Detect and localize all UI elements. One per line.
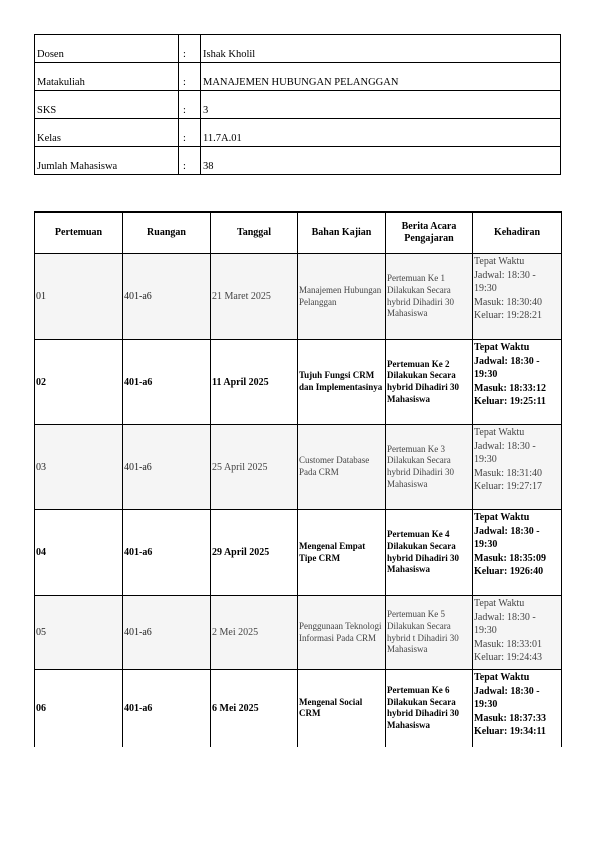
attendance-keluar: Keluar: 19:27:17 <box>474 481 543 492</box>
cell-berita-acara: Pertemuan Ke 2 Dilakukan Secara hybrid Dihadiri 30 Mahasiswa <box>386 340 473 425</box>
cell-bahan-kajian: Penggunaan Teknologi Informasi Pada CRM <box>298 596 386 670</box>
cell-ruangan: 401-a6 <box>123 510 211 596</box>
table-row <box>35 670 562 747</box>
attendance-status: Tepat Waktu <box>474 672 530 683</box>
info-value: MANAJEMEN HUBUNGAN PELANGGAN <box>201 63 561 91</box>
attendance-keluar: Keluar: 19:28:21 <box>474 310 543 321</box>
attendance-keluar: Keluar: 19:24:43 <box>474 652 543 663</box>
table-row <box>35 425 562 510</box>
info-label: Kelas <box>35 119 179 147</box>
cell-tanggal: 25 April 2025 <box>211 425 298 510</box>
info-value: 3 <box>201 91 561 119</box>
info-row-dosen <box>35 35 561 63</box>
table-row <box>35 254 562 340</box>
attendance-jadwal: Jadwal: 18:30 - 19:30 <box>474 269 536 294</box>
cell-tanggal: 21 Maret 2025 <box>211 254 298 340</box>
cell-pertemuan: 01 <box>35 254 123 340</box>
table-row <box>35 596 562 670</box>
attendance-masuk: Masuk: 18:33:12 <box>474 382 546 394</box>
info-row-jumlah-mahasiswa <box>35 147 561 175</box>
course-info-table <box>34 34 561 175</box>
info-separator: : <box>179 91 201 119</box>
attendance-masuk: Masuk: 18:35:09 <box>474 552 546 564</box>
info-row-sks <box>35 91 561 119</box>
attendance-jadwal: Jadwal: 18:30 - 19:30 <box>474 355 540 380</box>
cell-berita-acara: Pertemuan Ke 6 Dilakukan Secara hybrid Dihadiri 30 Mahasiswa <box>386 670 473 747</box>
cell-kehadiran <box>473 510 562 596</box>
cell-bahan-kajian: Mengenal Social CRM <box>298 670 386 747</box>
cell-tanggal: 2 Mei 2025 <box>211 596 298 670</box>
header-tanggal: Tanggal <box>211 212 298 254</box>
cell-berita-acara: Pertemuan Ke 4 Dilakukan Secara hybrid Dihadiri 30 Mahasiswa <box>386 510 473 596</box>
attendance-keluar: Keluar: 1926:40 <box>474 566 544 577</box>
cell-berita-acara: Pertemuan Ke 5 Dilakukan Secara hybrid t Dihadiri 30 Mahasiswa <box>386 596 473 670</box>
cell-bahan-kajian: Tujuh Fungsi CRM dan Implementasinya <box>298 340 386 425</box>
table-row <box>35 510 562 596</box>
cell-kehadiran <box>473 670 562 747</box>
cell-pertemuan: 04 <box>35 510 123 596</box>
cell-kehadiran <box>473 254 562 340</box>
cell-ruangan: 401-a6 <box>123 425 211 510</box>
info-label: Jumlah Mahasiswa <box>35 147 179 175</box>
attendance-status: Tepat Waktu <box>474 512 530 523</box>
info-label: SKS <box>35 91 179 119</box>
cell-bahan-kajian: Customer Database Pada CRM <box>298 425 386 510</box>
cell-tanggal: 6 Mei 2025 <box>211 670 298 747</box>
info-value: 11.7A.01 <box>201 119 561 147</box>
attendance-keluar: Keluar: 19:25:11 <box>474 396 546 407</box>
attendance-status: Tepat Waktu <box>474 342 530 353</box>
cell-kehadiran <box>473 596 562 670</box>
attendance-status: Tepat Waktu <box>474 598 525 609</box>
attendance-table <box>34 211 562 747</box>
info-separator: : <box>179 147 201 175</box>
cell-kehadiran <box>473 340 562 425</box>
cell-pertemuan: 03 <box>35 425 123 510</box>
attendance-masuk: Masuk: 18:30:40 <box>474 296 543 308</box>
cell-ruangan: 401-a6 <box>123 670 211 747</box>
cell-tanggal: 11 April 2025 <box>211 340 298 425</box>
info-row-kelas <box>35 119 561 147</box>
info-row-matakuliah <box>35 63 561 91</box>
cell-berita-acara: Pertemuan Ke 3 Dilakukan Secara hybrid Dihadiri 30 Mahasiswa <box>386 425 473 510</box>
attendance-status: Tepat Waktu <box>474 427 525 438</box>
attendance-masuk: Masuk: 18:37:33 <box>474 712 546 724</box>
cell-kehadiran <box>473 425 562 510</box>
attendance-status: Tepat Waktu <box>474 256 525 267</box>
attendance-keluar: Keluar: 19:34:11 <box>474 726 546 737</box>
info-value: 38 <box>201 147 561 175</box>
attendance-jadwal: Jadwal: 18:30 - 19:30 <box>474 440 536 465</box>
cell-ruangan: 401-a6 <box>123 340 211 425</box>
attendance-masuk: Masuk: 18:31:40 <box>474 467 543 479</box>
cell-pertemuan: 06 <box>35 670 123 747</box>
info-label: Matakuliah <box>35 63 179 91</box>
header-kehadiran: Kehadiran <box>473 212 562 254</box>
header-pertemuan: Pertemuan <box>35 212 123 254</box>
cell-berita-acara: Pertemuan Ke 1 Dilakukan Secara hybrid Dihadiri 30 Mahasiswa <box>386 254 473 340</box>
attendance-jadwal: Jadwal: 18:30 - 19:30 <box>474 525 540 550</box>
cell-pertemuan: 05 <box>35 596 123 670</box>
info-value: Ishak Kholil <box>201 35 561 63</box>
info-separator: : <box>179 63 201 91</box>
info-separator: : <box>179 35 201 63</box>
cell-pertemuan: 02 <box>35 340 123 425</box>
header-berita-acara: Berita Acara Pengajaran <box>386 212 473 254</box>
attendance-masuk: Masuk: 18:33:01 <box>474 638 543 650</box>
header-ruangan: Ruangan <box>123 212 211 254</box>
cell-bahan-kajian: Manajemen Hubungan Pelanggan <box>298 254 386 340</box>
attendance-jadwal: Jadwal: 18:30 - 19:30 <box>474 611 536 636</box>
table-header-row <box>35 212 562 254</box>
cell-bahan-kajian: Mengenal Empat Tipe CRM <box>298 510 386 596</box>
attendance-jadwal: Jadwal: 18:30 - 19:30 <box>474 685 540 710</box>
cell-ruangan: 401-a6 <box>123 596 211 670</box>
table-row <box>35 340 562 425</box>
info-label: Dosen <box>35 35 179 63</box>
cell-ruangan: 401-a6 <box>123 254 211 340</box>
info-separator: : <box>179 119 201 147</box>
header-bahan-kajian: Bahan Kajian <box>298 212 386 254</box>
cell-tanggal: 29 April 2025 <box>211 510 298 596</box>
